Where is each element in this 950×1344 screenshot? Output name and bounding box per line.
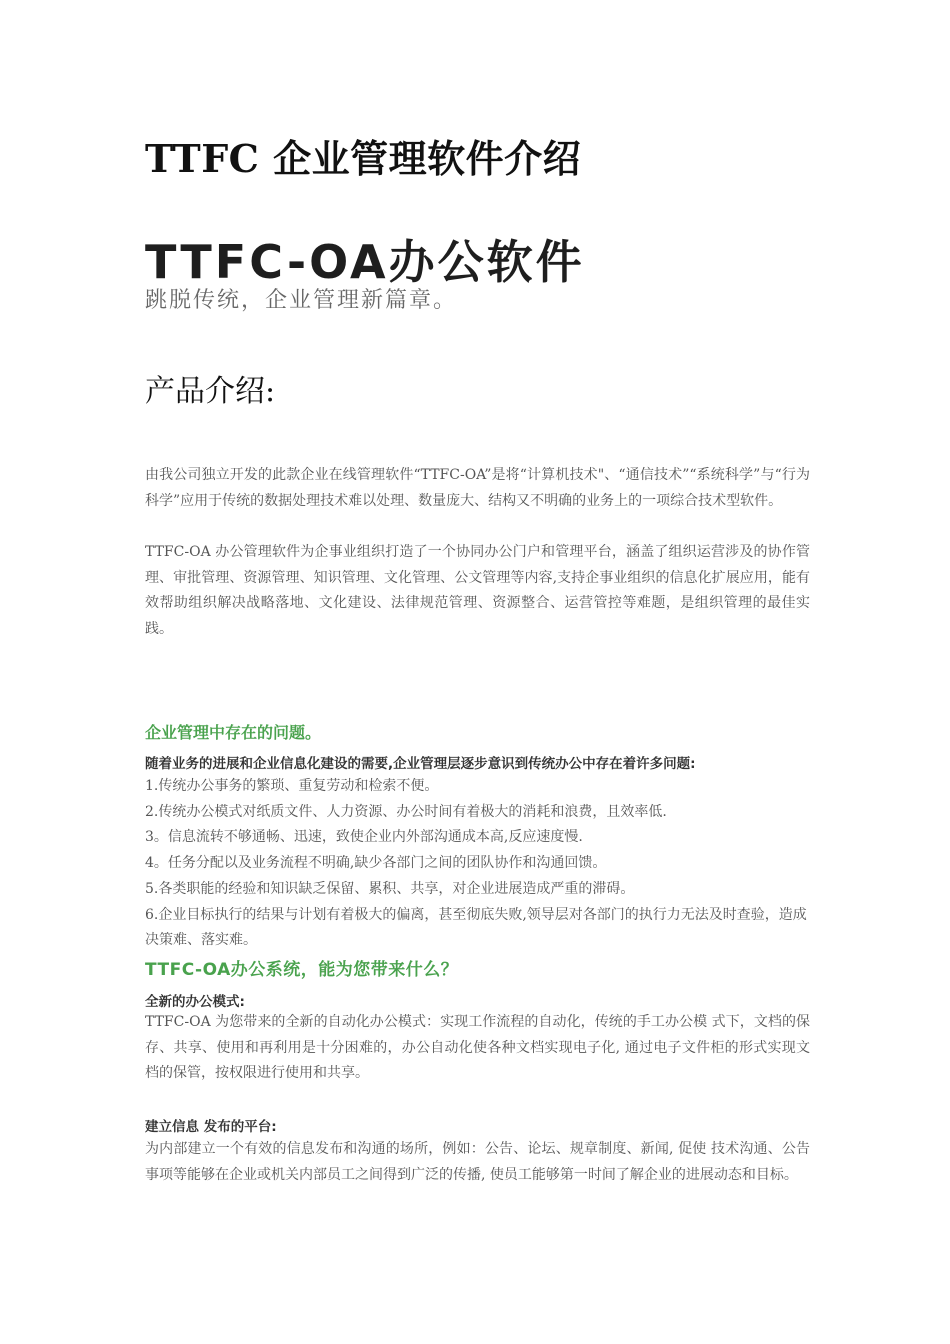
list-item: 5.各类职能的经验和知识缺乏保留、累积、共享，对企业进展造成严重的滞碍。	[145, 880, 635, 897]
problems-list	[145, 774, 810, 954]
product-intro-heading: 产品介绍:	[145, 374, 276, 409]
list-item: 2.传统办公模式对纸质文件、人力资源、办公时间有着极大的消耗和浪费，且效率低.	[145, 803, 667, 820]
benefit-2-title: 建立信息 发布的平台:	[145, 1119, 277, 1135]
list-item: 4。任务分配以及业务流程不明确,缺少各部门之间的团队协作和沟通回馈。	[145, 855, 607, 872]
product-intro-paragraph-1: 由我公司独立开发的此款企业在线管理软件“TTFC-OA”是将“计算机技术"、“通信技术”“系统科学”与“行为科学”应用于传统的数据处理技术难以处理、数量庞大、结构又不明确的业务上的一项综合技术型软件。	[145, 467, 810, 509]
benefit-1-title: 全新的办公模式:	[145, 994, 245, 1010]
list-item: 1.传统办公事务的繁琐、重复劳动和检索不便。	[145, 778, 439, 794]
product-intro-paragraph-2: TTFC-OA 办公管理软件为企事业组织打造了一个协同办公门户和管理平台，涵盖了组织运营涉及的协作管理、审批管理、资源管理、知识管理、文化管理、公文管理等内容,支持企事业组织的信息化扩展应用，能有效帮助组织解决战略落地、文化建设、法律规范管理、资源整合、运营管控等难题，是组织管理的最佳实践。	[145, 544, 810, 638]
list-item: 6.企业目标执行的结果与计划有着极大的偏离，甚至彻底失败,领导层对各部门的执行力无法及时查验，造成决策难、落实难。	[145, 906, 807, 949]
benefit-1-text: TTFC-OA 为您带来的全新的自动化办公模式：实现工作流程的自动化，传统的手工办公模 式下，文档的保存、共享、使用和再利用是十分困难的，办公自动化使各种文档实现电子化, 通过电子文件柜的形式实现文档的保管，按权限进行使用和共享。	[145, 1014, 810, 1082]
product-logo-title: TTFC-OA办公软件	[145, 235, 585, 289]
list-item: 3。信息流转不够通畅、迅速，致使企业内外部沟通成本高,反应速度慢.	[145, 829, 583, 846]
benefits-heading: TTFC-OA办公系统，能为您带来什么？	[145, 960, 459, 980]
problems-lead: 随着业务的进展和企业信息化建设的需要,企业管理层逐步意识到传统办公中存在着许多问题:	[145, 756, 696, 772]
problems-heading: 企业管理中存在的问题。	[145, 723, 322, 742]
document-title: TTFC 企业管理软件介绍	[145, 136, 582, 181]
benefit-2-text: 为内部建立一个有效的信息发布和沟通的场所，例如：公告、论坛、规章制度、新闻, 促使 技术沟通、公告事项等能够在企业或机关内部员工之间得到广泛的传播, 使员工能够第一时间了解企业的进展动态和目标。	[145, 1141, 810, 1183]
product-logo-tagline: 跳脱传统，企业管理新篇章。	[145, 288, 458, 313]
